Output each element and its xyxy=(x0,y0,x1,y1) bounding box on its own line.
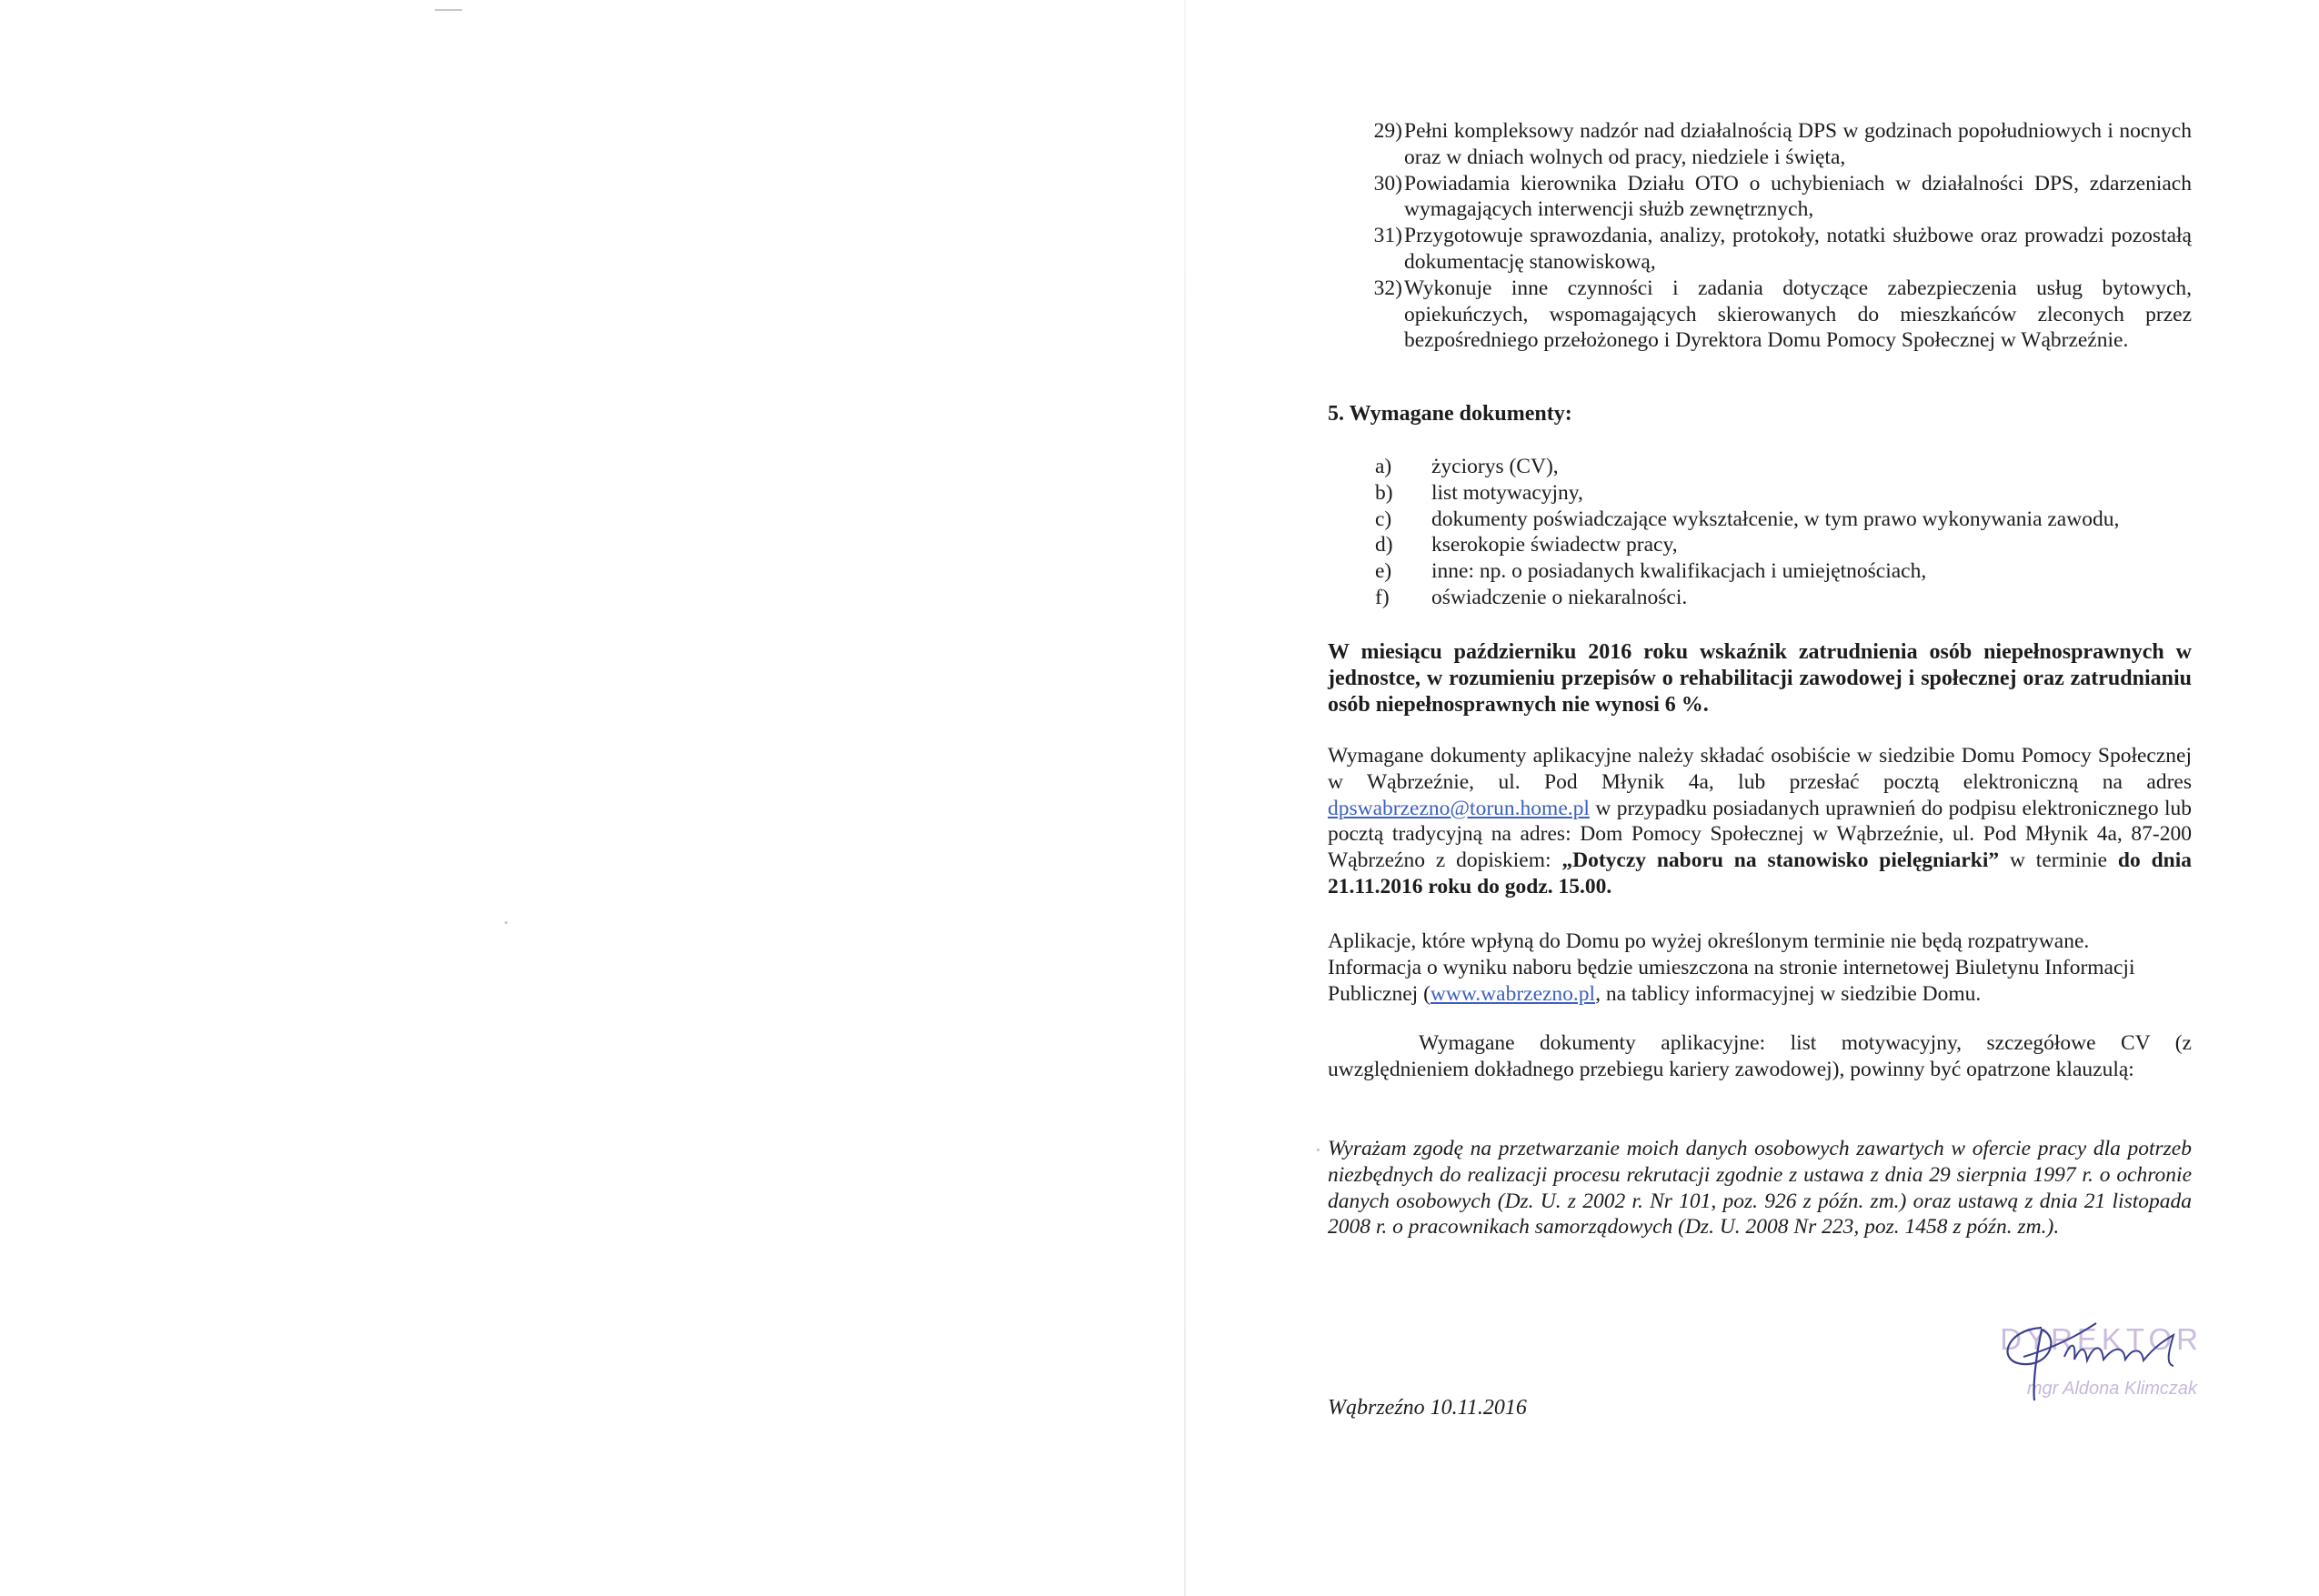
list-item: a) życiorys (CV), xyxy=(1375,455,1559,478)
website-link[interactable]: www.wabrzezno.pl xyxy=(1430,981,1596,1006)
required-documents-list xyxy=(1375,454,2194,611)
list-item: 29) Pełni kompleksowy nadzór nad działalnością DPS w godzinach popołudniowych i nocnych oraz w dniach wolnych od pracy, niedziele i święta, xyxy=(1373,119,2192,169)
applications-paragraph: Aplikacje, które wpłyną do Domu po wyżej określonym terminie nie będą rozpatrywane. Informacja o wyniku naboru będzie umieszczona na stronie internetowej Biuletynu Informacji Publicznej (www.wabrzezno.pl, na tablicy informacyjnej w siedzibie Domu. xyxy=(1328,929,2135,1006)
director-stamp: DYREKTOR mgr Aldona Klimczak xyxy=(2000,1322,2203,1399)
list-item: d) kserokopie świadectw pracy, xyxy=(1375,533,1678,557)
list-item: 31) Przygotowuje sprawozdania, analizy, protokoły, notatki służbowe oraz prowadzi pozostałą dokumentację stanowiskową, xyxy=(1373,224,2192,274)
section-heading: 5. Wymagane dokumenty: xyxy=(1328,402,1572,426)
scan-speck xyxy=(435,9,462,11)
scan-speck xyxy=(505,921,507,924)
list-item: f) oświadczenie o niekaralności. xyxy=(1375,585,1688,609)
list-item: 30) Powiadamia kierownika Działu OTO o uchybieniach w działalności DPS, zdarzeniach wymagających interwencji służb zewnętrznych, xyxy=(1373,171,2192,222)
email-link[interactable]: dpswabrzezno@torun.home.pl xyxy=(1328,796,1590,820)
deadline: do dnia 21.11.2016 roku do godz. 15.00. xyxy=(1328,848,2192,898)
list-item: c) dokumenty poświadczające wykształcenie, w tym prawo wykonywania zawodu, xyxy=(1375,507,2120,531)
signature xyxy=(1987,1310,2205,1410)
scan-speck xyxy=(1317,1149,1320,1151)
duties-list xyxy=(1359,118,2192,354)
list-item: 32) Wykonuje inne czynności i zadania dotyczące zabezpieczenia usług bytowych, opiekuńczych, wspomagających skierowanych do mieszkańców zleconych przez bezpośredniego przełożonego i Dyrektora Domu Pomocy Społecznej w Wąbrzeźnie. xyxy=(1373,276,2192,353)
submission-paragraph: Wymagane dokumenty aplikacyjne należy składać osobiście w siedzibie Domu Pomocy Społecznej w Wąbrzeźnie, ul. Pod Młynik 4a, lub przesłać pocztą elektroniczną na adres dpswabrzezno@torun.home.pl w przypadku posiadanych uprawnień do podpisu elektronicznego lub pocztą tradycyjną na adres: Dom Pomocy Społecznej w Wąbrzeźnie, ul. Pod Młynik 4a, 87-200 Wąbrzeźno z dopiskiem: „Dotyczy naboru na stanowisko pielęgniarki” w terminie do dnia 21.11.2016 roku do godz. 15.00. xyxy=(1328,744,2193,898)
list-item: b) list motywacyjny, xyxy=(1375,480,1583,505)
list-item: e) inne: np. o posiadanych kwalifikacjach i umiejętnościach, xyxy=(1375,559,1927,584)
application-label: „Dotyczy naboru na stanowisko pielęgniarki” xyxy=(1561,848,2000,873)
page-fold-line xyxy=(1184,0,1186,1596)
employment-notice: W miesiącu październiku 2016 roku wskaźnik zatrudnienia osób niepełnosprawnych w jednostce, w rozumieniu przepisów o rehabilitacji zawodowej i społecznej oraz zatrudnianiu osób niepełnosprawnych nie wynosi 6 %. xyxy=(1328,640,2192,717)
clause-intro: Wymagane dokumenty aplikacyjne: list motywacyjny, szczegółowe CV (z uwzględnieniem dokładnego przebiegu kariery zawodowej), powinny być opatrzone klauzulą: xyxy=(1328,1031,2192,1081)
consent-clause: Wyrażam zgodę na przetwarzanie moich danych osobowych zawartych w ofercie pracy dla potrzeb niezbędnych do realizacji procesu rekrutacji zgodnie z ustawa z dnia 29 sierpnia 1997 r. o ochronie danych osobowych (Dz. U. z 2002 r. Nr 101, poz. 926 z późn. zm.) oraz ustawą z dnia 21 listopada 2008 r. o pracownikach samorządowych (Dz. U. 2008 Nr 223, poz. 1458 z późn. zm.). xyxy=(1328,1137,2192,1240)
document-date: Wąbrzeźno 10.11.2016 xyxy=(1328,1396,1527,1420)
